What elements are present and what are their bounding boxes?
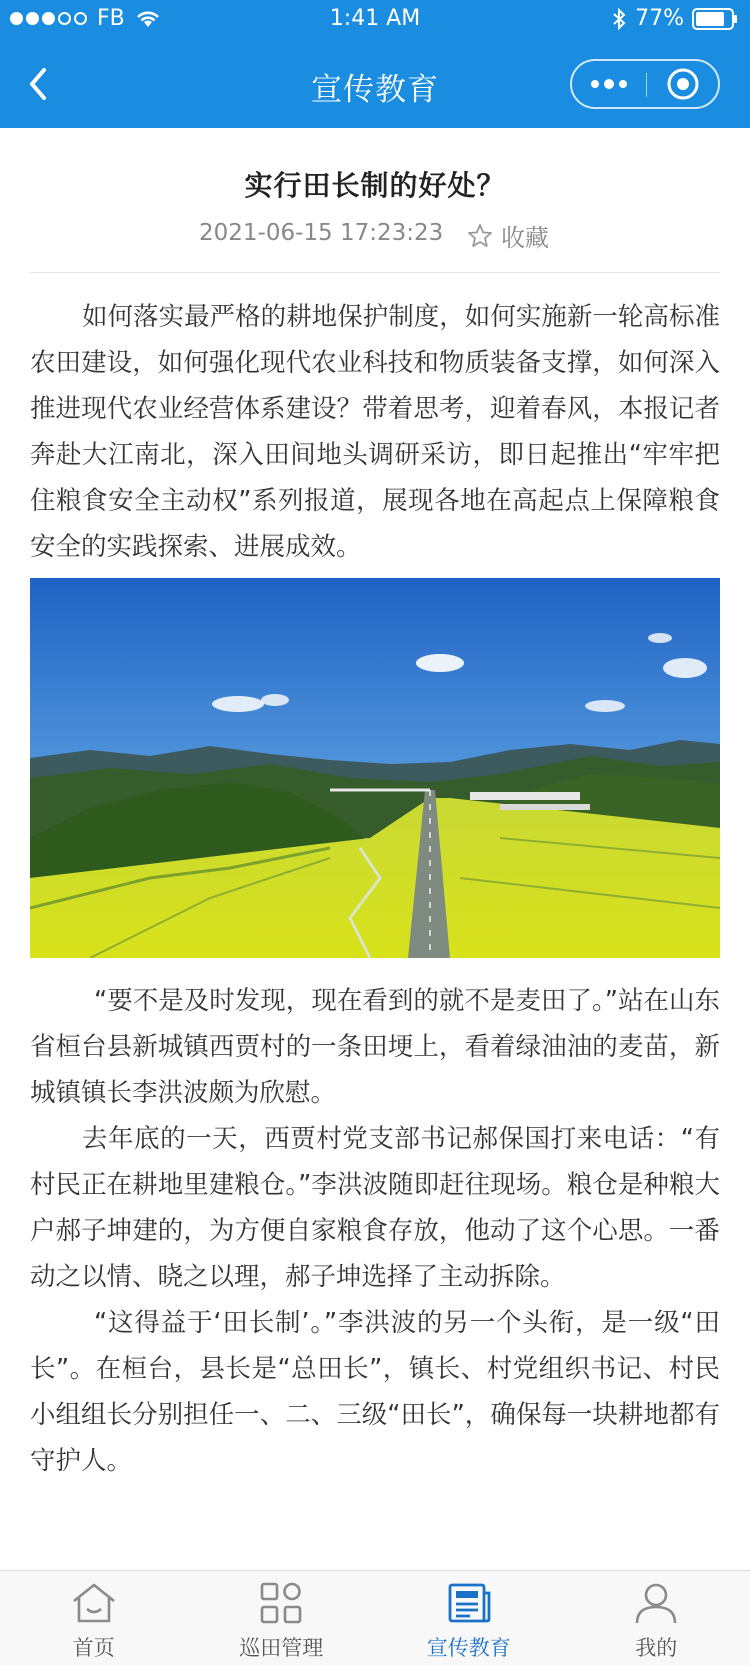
home-icon <box>70 1579 118 1627</box>
page-title: 宣传教育 <box>311 72 439 108</box>
tab-mine[interactable] <box>563 1571 750 1665</box>
tab-patrol[interactable] <box>188 1571 376 1665</box>
favorite-button[interactable] <box>467 218 549 253</box>
tab-label: 巡田管理 <box>239 1636 324 1660</box>
carrier-name: FB <box>97 6 125 31</box>
tab-label: 首页 <box>72 1636 115 1660</box>
article-paragraph: “这得益于‘田长制’。”李洪波的另一个头衔，是一级“田长”。在桓台，县长是“总田长”，镇长、村党组织书记、村民小组组长分别担任一、二、三级“田长”，确保每一块耕地都有守护人。 <box>30 1308 720 1476</box>
star-icon <box>467 223 493 249</box>
header-divider <box>30 272 720 273</box>
article-paragraph: 去年底的一天，西贾村党支部书记郝保国打来电话：“有村民正在耕地里建粮仓。”李洪波随即赶往现场。粮仓是种粮大户郝子坤建的，为方便自家粮食存放，他动了这个心思。一番动之以情、晓之以理，郝子坤选择了主动拆除。 <box>30 1124 720 1292</box>
app-header <box>0 0 750 128</box>
status-bar <box>0 0 750 40</box>
article-paragraph: 如何落实最严格的耕地保护制度，如何实施新一轮高标准农田建设，如何强化现代农业科技和物质装备支撑，如何深入推进现代农业经营体系建设？带着思考，迎着春风，本报记者奔赴大江南北，深入田间地头调研采访，即日起推出“牢牢把住粮食安全主动权”系列报道，展现各地在高起点上保障粮食安全的实践探索、进展成效。 <box>30 302 720 562</box>
battery-icon <box>692 8 738 30</box>
newspaper-icon <box>445 1579 493 1627</box>
grid-icon <box>257 1579 305 1627</box>
target-icon <box>666 67 700 101</box>
tab-publicity[interactable] <box>375 1571 563 1665</box>
article-date: 2021-06-15 17:23:23 <box>199 220 444 246</box>
tab-label: 宣传教育 <box>426 1636 511 1660</box>
bluetooth-icon <box>611 7 627 31</box>
article-title: 实行田长制的好处？ <box>244 169 506 202</box>
close-miniprogram-button[interactable] <box>647 61 718 107</box>
favorite-label: 收藏 <box>501 224 549 252</box>
article-paragraph: “要不是及时发现，现在看到的就不是麦田了。”站在山东省桓台县新城镇西贾村的一条田埂上，看着绿油油的麦苗，新城镇镇长李洪波颇为欣慰。 <box>30 986 720 1108</box>
bottom-tab-bar <box>0 1570 750 1665</box>
battery-percent: 77% <box>635 6 684 31</box>
tab-label: 我的 <box>635 1636 678 1660</box>
tab-home[interactable] <box>0 1571 188 1665</box>
status-time: 1:41 AM <box>329 6 421 31</box>
article-image <box>30 578 720 958</box>
user-icon <box>632 1579 680 1627</box>
more-button[interactable] <box>572 61 646 107</box>
miniprogram-capsule <box>570 59 720 109</box>
